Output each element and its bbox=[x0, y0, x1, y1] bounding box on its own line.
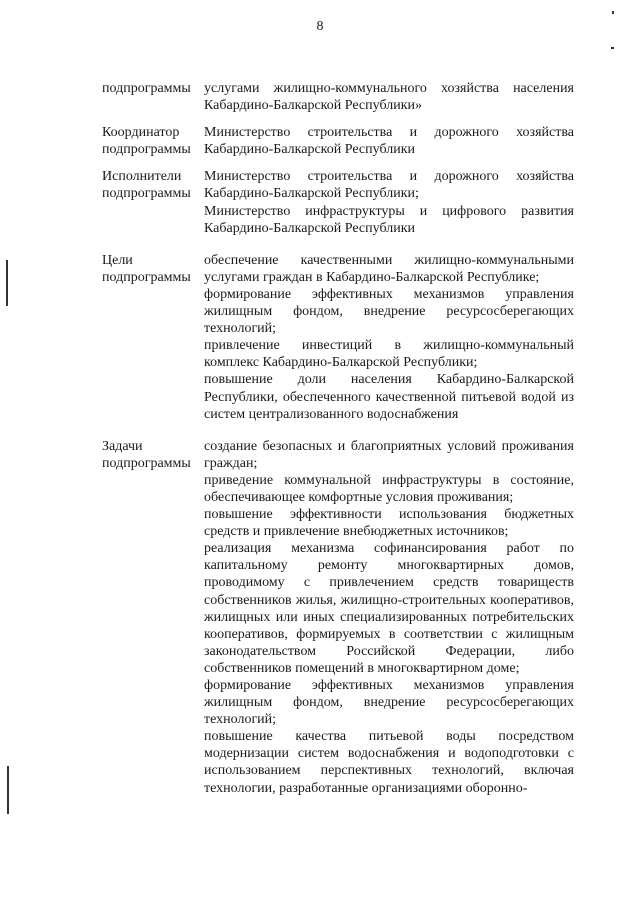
scan-mark bbox=[611, 47, 614, 49]
content-paragraph: создание безопасных и благоприятных условий проживания граждан; bbox=[204, 438, 574, 471]
content-paragraph: приведение коммунальной инфраструктуры в состояние, обеспечивающее комфортные условия проживания; bbox=[204, 472, 574, 505]
content-paragraph: формирование эффективных механизмов управления жилищным фондом, внедрение ресурсосберегающих технологий; bbox=[204, 286, 574, 337]
row-label: Координатор подпрограммы bbox=[102, 125, 191, 158]
row-content bbox=[204, 252, 574, 423]
row-content bbox=[204, 438, 574, 797]
row-label: Задачи подпрограммы bbox=[102, 438, 191, 471]
row-coordinator bbox=[102, 124, 574, 158]
row-subprogram-name-end bbox=[102, 80, 574, 114]
content-paragraph: Министерство инфраструктуры и цифрового развития Кабардино-Балкарской Республики bbox=[204, 203, 574, 236]
content-paragraph: услугами жилищно-коммунального хозяйства населения Кабардино-Балкарской Республики» bbox=[204, 81, 574, 114]
row-content bbox=[204, 80, 574, 114]
content-paragraph: повышение качества питьевой воды посредством модернизации систем водоснабжения и водоподготовки с использованием перспективных технологий, включая технологии, разработанные организациями оборонно- bbox=[204, 729, 574, 796]
row-goals bbox=[102, 252, 574, 423]
row-label: Исполнители подпрограммы bbox=[102, 169, 191, 202]
content-paragraph: повышение доли населения Кабардино-Балкарской Республики, обеспеченного качественной питьевой водой из систем централизованного водоснабжения bbox=[204, 372, 574, 422]
row-content bbox=[204, 168, 574, 236]
scan-mark bbox=[7, 766, 9, 814]
row-tasks bbox=[102, 438, 574, 797]
row-content bbox=[204, 124, 574, 158]
content-paragraph: повышение эффективности использования бюджетных средств и привлечение внебюджетных источников; bbox=[204, 507, 574, 540]
scan-mark bbox=[6, 260, 8, 306]
content-paragraph: реализация механизма софинансирования работ по капитальному ремонту многоквартирных домов, проводимому с привлечением средств товариществ собственников жилья, жилищно-строительных кооперативов, жилищных или иных специализированных потребительских кооперативов, формируемых в соответствии с жилищным законодательством Российской Федерации, либо собственников помещений в многоквартирном доме; bbox=[204, 541, 574, 676]
scan-mark bbox=[612, 11, 614, 14]
row-label: Цели подпрограммы bbox=[102, 252, 191, 285]
passport-table bbox=[102, 80, 574, 797]
content-paragraph: привлечение инвестиций в жилищно-коммунальный комплекс Кабардино-Балкарской Республики; bbox=[204, 338, 574, 371]
content-paragraph: обеспечение качественными жилищно-коммунальными услугами граждан в Кабардино-Балкарской Республике; bbox=[204, 252, 574, 285]
row-executors bbox=[102, 168, 574, 236]
content-paragraph: формирование эффективных механизмов управления жилищным фондом, внедрение ресурсосберегающих технологий; bbox=[204, 678, 574, 728]
row-label: подпрограммы bbox=[102, 81, 191, 96]
content-paragraph: Министерство строительства и дорожного хозяйства Кабардино-Балкарской Республики; bbox=[204, 169, 574, 202]
content-paragraph: Министерство строительства и дорожного хозяйства Кабардино-Балкарской Республики bbox=[204, 125, 574, 158]
page-number: 8 bbox=[316, 19, 324, 34]
